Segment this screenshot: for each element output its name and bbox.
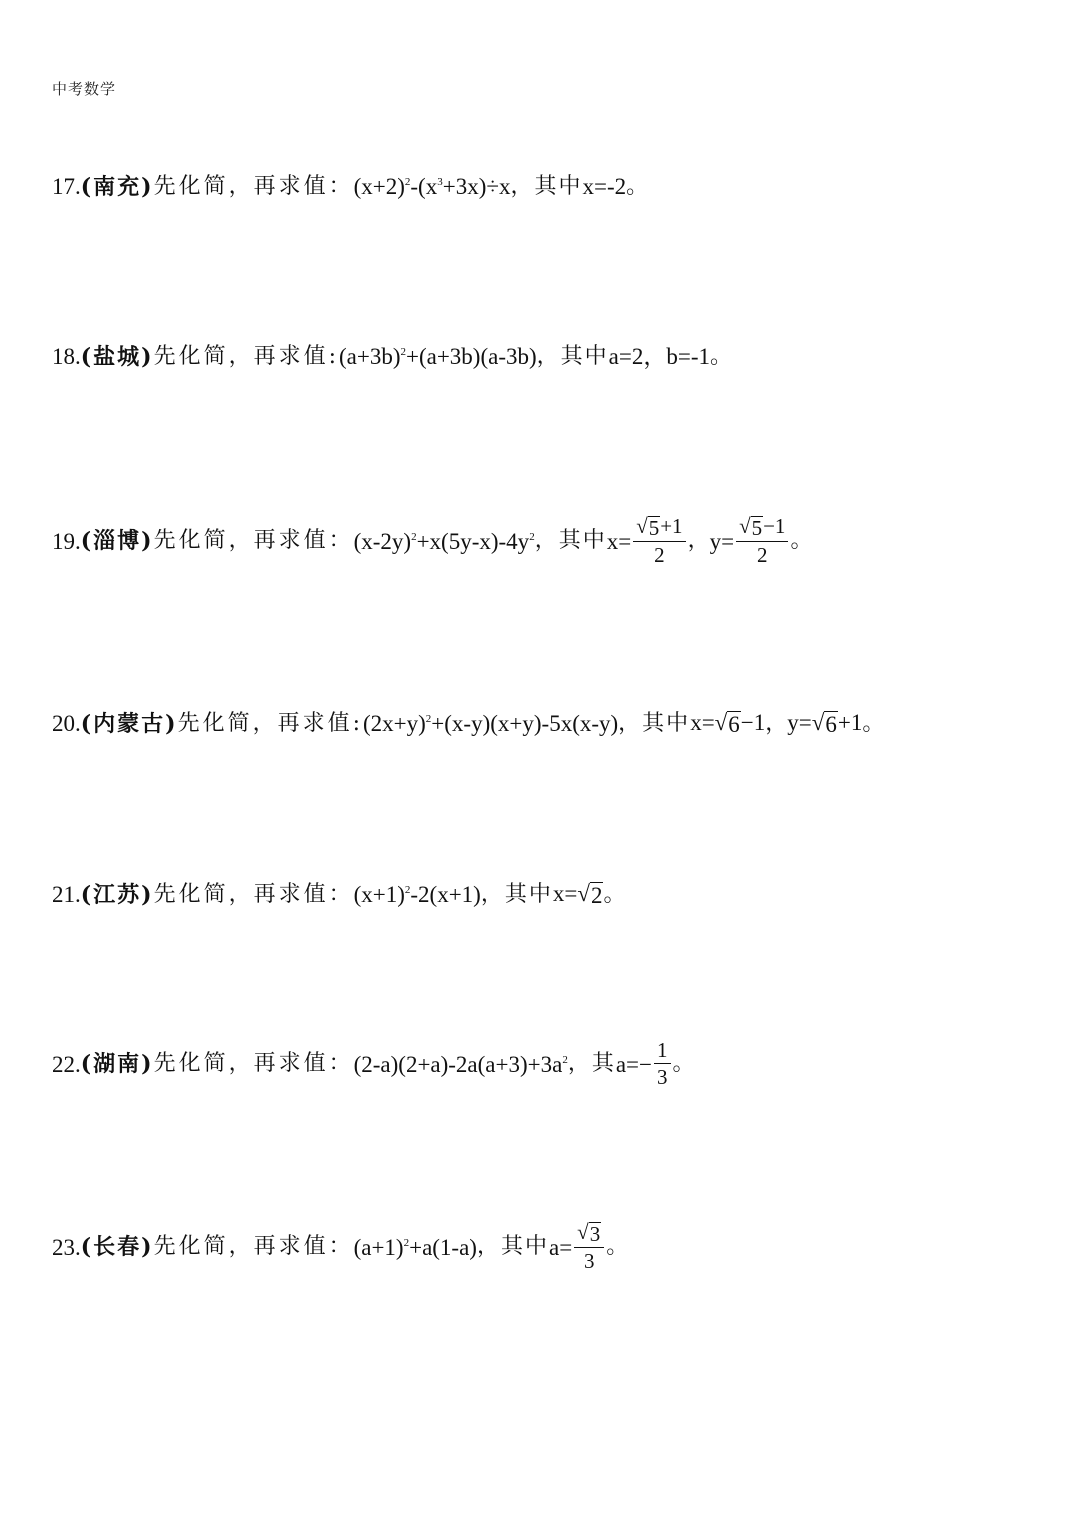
a-label: a=− — [615, 1051, 652, 1077]
expression: $(a+1)^2+a(1-a)$ — [353, 1234, 477, 1260]
condition-label: ，其中 — [536, 343, 609, 369]
problem-source: (内蒙古) — [80, 710, 178, 737]
problem-instruction: 先化简，再求值： — [153, 173, 354, 199]
y-value: y= √ 6 +1 — [787, 710, 863, 737]
problem-number: 22. — [52, 1051, 81, 1077]
sqrt-symbol: √ 6 — [714, 710, 740, 737]
a-label: a= — [548, 1234, 573, 1260]
period: 。 — [603, 881, 626, 907]
expression: $(x+2)^2-(x^3+3x)\div x$ — [353, 174, 511, 199]
y-label: y= — [709, 528, 735, 554]
condition-label: ，其 — [567, 1051, 616, 1076]
problem-number: 23. — [52, 1234, 81, 1260]
problem-instruction: 先化简，再求值： — [153, 1051, 354, 1076]
expression: $(2x+y)^2+(x-y)(x+y)-5x(x-y)$ — [363, 711, 619, 736]
condition-label: ，其中 — [618, 710, 691, 736]
problem-number: 18. — [52, 344, 81, 369]
condition-label: ，其中 — [476, 1234, 549, 1259]
sqrt-symbol: √ 5 — [739, 514, 763, 540]
x-value: x= √ 6 −1 — [690, 710, 766, 737]
problem-source: (盐城) — [80, 343, 154, 370]
condition-value: a=2，b=-1 — [608, 344, 710, 369]
y-fraction: √ 5 −1 2 — [736, 516, 788, 566]
period: 。 — [626, 173, 649, 199]
problem-source: (南充) — [80, 173, 154, 200]
problem-instruction: 先化简，再求值： — [153, 881, 354, 907]
problem-instruction: 先化简，再求值： — [153, 528, 354, 553]
expression: $(x+1)^2-2(x+1)$ — [353, 882, 481, 907]
problem-source: (淄博) — [80, 528, 154, 554]
condition-label: ，其中 — [510, 173, 583, 199]
x-label: x= — [606, 528, 632, 554]
a-fraction: $\frac{1}{3}$ — [654, 1040, 671, 1088]
problem-source: (长春) — [80, 1234, 154, 1260]
condition-label: ，其中 — [480, 881, 553, 907]
problem-number: 17. — [52, 174, 81, 199]
separator: ， — [765, 710, 788, 736]
expression: $(2-a)(2+a)-2a(a+3)+3a^2$ — [353, 1051, 568, 1077]
problem-23 — [52, 1222, 628, 1272]
problem-number: 20. — [52, 711, 81, 736]
problem-19 — [52, 516, 812, 566]
condition-value: x=-2 — [582, 174, 627, 199]
problem-number: 19. — [52, 528, 81, 554]
problem-20 — [52, 711, 884, 736]
page-header: 中考数学 — [52, 80, 117, 98]
period: 。 — [862, 710, 885, 736]
sqrt-symbol: √ 5 — [636, 514, 660, 540]
problem-instruction: 先化简，再求值: — [153, 343, 339, 369]
expression: $(x-2y)^2+x(5y-x)-4y^2$ — [353, 528, 535, 554]
sqrt-symbol: √ 2 — [577, 881, 603, 908]
a-fraction: √ 3 3 — [574, 1222, 604, 1272]
sqrt-symbol: √ 3 — [577, 1220, 601, 1246]
period: 。 — [709, 343, 732, 369]
problem-instruction: 先化简，再求值: — [177, 710, 363, 736]
x-value: x= √ 2 — [552, 881, 603, 908]
condition-label: ，其中 — [534, 528, 607, 553]
problem-22 — [52, 1040, 695, 1088]
x-fraction: √ 5 +1 2 — [633, 516, 685, 566]
problem-instruction: 先化简，再求值： — [153, 1234, 354, 1259]
problem-17 — [52, 175, 648, 198]
problem-18 — [52, 345, 732, 368]
period: 。 — [606, 1234, 629, 1259]
sqrt-symbol: √ 6 — [811, 710, 837, 737]
period: 。 — [672, 1051, 695, 1076]
problem-source: (江苏) — [80, 881, 154, 908]
problem-number: 21. — [52, 882, 81, 907]
problem-21 — [52, 882, 625, 907]
expression: $(a+3b)^2+(a+3b)(a-3b)$ — [339, 344, 537, 369]
period: 。 — [790, 528, 813, 553]
separator: ， — [687, 528, 710, 553]
problem-source: (湖南) — [80, 1051, 154, 1077]
